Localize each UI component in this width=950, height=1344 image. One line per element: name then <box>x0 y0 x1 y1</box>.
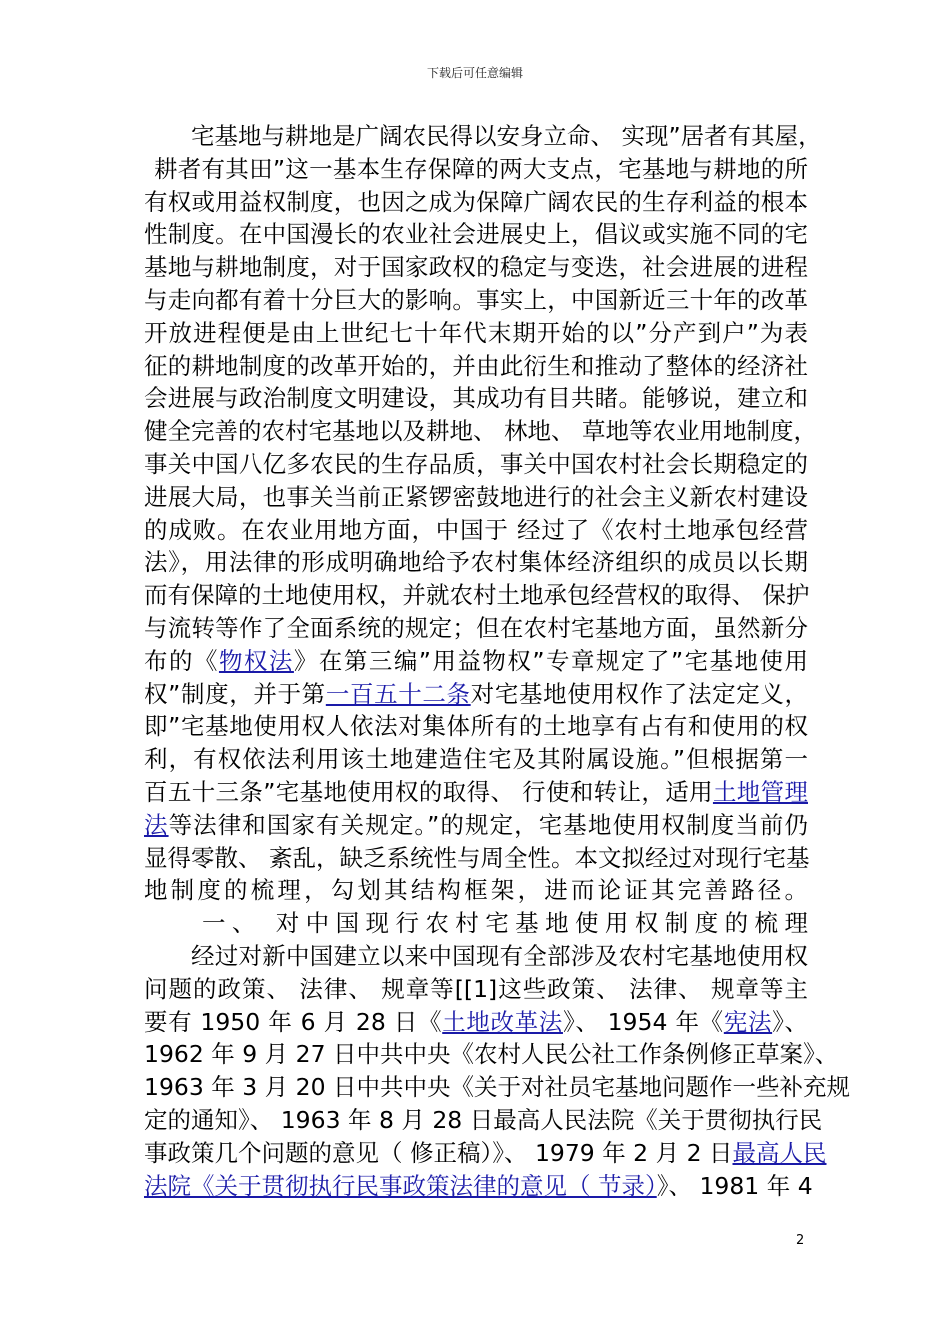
text-run: 与走向都有着十分巨大的影响。事实上，中国新近三十年的改革 <box>144 285 808 314</box>
text-run: 基地与耕地制度，对于国家政权的稳定与变迭，社会进展的进程 <box>144 253 808 282</box>
text-line <box>144 743 808 776</box>
text-run: 百五十三条”宅基地使用权的取得、 行使和转让，适用 <box>144 777 713 806</box>
text-line <box>144 448 808 481</box>
text-run: 布的《 <box>144 646 219 675</box>
text-line <box>144 678 808 711</box>
text-line <box>144 251 808 284</box>
text-run: 而有保障的土地使用权，并就农村土地承包经营权的取得、 保护 <box>144 581 810 610</box>
text-line <box>144 907 808 940</box>
text-run: 对宅基地使用权作了法定定义， <box>470 679 809 708</box>
text-line <box>144 514 808 547</box>
text-line <box>144 120 822 153</box>
text-run: 即”宅基地使用权人依法对集体所有的土地享有占有和使用的权 <box>144 712 808 741</box>
hyperlink[interactable]: 法院《关于贯彻执行民事政策法律的意见（ 节录） <box>144 1171 657 1200</box>
text-line <box>144 284 808 317</box>
text-line <box>144 1071 851 1104</box>
text-line <box>144 186 808 219</box>
text-run: 与流转等作了全面系统的规定；但在农村宅基地方面，虽然新分 <box>144 613 808 642</box>
text-run: 1962 年 9 月 27 日中共中央《农村人民公社工作条例修正草案》、 <box>144 1040 839 1069</box>
text-run: 》、 1954 年《 <box>562 1007 724 1036</box>
text-line <box>144 645 808 678</box>
document-body <box>144 120 851 1202</box>
text-run: 事政策几个问题的意见（ 修正稿）》、 1979 年 2 月 2 日 <box>144 1138 733 1167</box>
hyperlink[interactable]: 法 <box>144 810 169 839</box>
hyperlink[interactable]: 一百五十二条 <box>325 679 471 708</box>
text-run: 耕者有其田”这一基本生存保障的两大支点，宅基地与耕地的所 <box>154 154 808 183</box>
text-run: 问题的政策、 法律、 规章等[[1]这些政策、 法律、 规章等主 <box>144 974 808 1003</box>
hyperlink[interactable]: 宪法 <box>723 1007 773 1036</box>
text-line <box>144 1038 839 1071</box>
text-run: 开放进程便是由上世纪七十年代末期开始的以”分产到户”为表 <box>144 318 808 347</box>
text-run: 性制度。在中国漫长的农业社会进展史上，倡议或实施不同的宅 <box>144 220 808 249</box>
text-run: 》、 1981 年 4 <box>656 1171 813 1200</box>
hyperlink[interactable]: 土地改革法 <box>442 1007 563 1036</box>
text-run: 等法律和国家有关规定。”的规定，宅基地使用权制度当前仍 <box>168 810 808 839</box>
text-run: 地制度的梳理，勾划其结构框架，进而论证其完善路径。 <box>144 876 808 905</box>
text-run: 一、 对中国现行农村宅基地使用权制度的梳理 <box>202 909 808 938</box>
text-run: 权”制度，并于第 <box>144 679 326 708</box>
text-run: 进展大局，也事关当前正紧锣密鼓地进行的社会主义新农村建设 <box>144 482 808 511</box>
text-run: 事关中国八亿多农民的生存品质，事关中国农村社会长期稳定的 <box>144 449 808 478</box>
text-run: 会进展与政治制度文明建设，其成功有目共睹。能够说，建立和 <box>144 384 808 413</box>
hyperlink[interactable]: 物权法 <box>218 646 294 675</box>
text-run: 征的耕地制度的改革开始的，并由此衍生和推动了整体的经济社 <box>144 351 808 380</box>
text-line <box>144 382 808 415</box>
text-line <box>144 153 808 186</box>
text-run: 的成败。在农业用地方面，中国于 经过了《农村土地承包经营 <box>144 515 808 544</box>
text-run: 定的通知》、 1963 年 8 月 28 日最高人民法院《关于贯彻执行民 <box>144 1105 823 1134</box>
text-line <box>144 579 808 612</box>
text-line <box>144 546 808 579</box>
text-run: 法》，用法律的形成明确地给予农村集体经济组织的成员以长期 <box>144 548 808 577</box>
text-run: 利，有权依法利用该土地建造住宅及其附属设施。”但根据第一 <box>144 745 808 774</box>
text-line <box>144 874 808 907</box>
text-run: 》在第三编”用益物权”专章规定了”宅基地使用 <box>293 646 809 675</box>
text-line <box>144 710 808 743</box>
text-run: 宅基地与耕地是广阔农民得以安身立命、 实现”居者有其屋， <box>191 122 822 150</box>
text-run: 显得零散、 紊乱，缺乏系统性与周全性。本文拟经过对现行宅基 <box>144 843 810 872</box>
text-line <box>144 1137 827 1170</box>
hyperlink[interactable]: 最高人民 <box>732 1138 827 1167</box>
text-line <box>144 973 808 1006</box>
text-run: 健全完善的农村宅基地以及耕地、 林地、 草地等农业用地制度， <box>144 417 817 446</box>
text-line <box>144 317 808 350</box>
text-line <box>144 1170 813 1203</box>
text-line <box>144 842 808 875</box>
text-run: 1963 年 3 月 20 日中共中央《关于对社员宅基地问题作一些补充规 <box>144 1073 851 1102</box>
text-run: 有权或用益权制度，也因之成为保障广阔农民的生存利益的根本 <box>144 187 808 216</box>
text-run: 》、 <box>772 1007 809 1036</box>
page-number: 2 <box>796 1233 805 1248</box>
page-header: 下载后可任意编辑 <box>426 66 523 80</box>
hyperlink[interactable]: 土地管理 <box>712 777 808 806</box>
text-run: 要有 1950 年 6 月 28 日《 <box>144 1007 443 1036</box>
text-line <box>144 415 817 448</box>
text-line <box>144 218 808 251</box>
text-line <box>144 940 808 973</box>
text-line <box>144 350 808 383</box>
text-run: 经过对新中国建立以来中国现有全部涉及农村宅基地使用权 <box>191 941 808 970</box>
text-line <box>144 481 808 514</box>
text-line <box>144 809 808 842</box>
text-line <box>144 612 808 645</box>
text-line <box>144 776 808 809</box>
text-line <box>144 1006 808 1039</box>
text-line <box>144 1104 823 1137</box>
